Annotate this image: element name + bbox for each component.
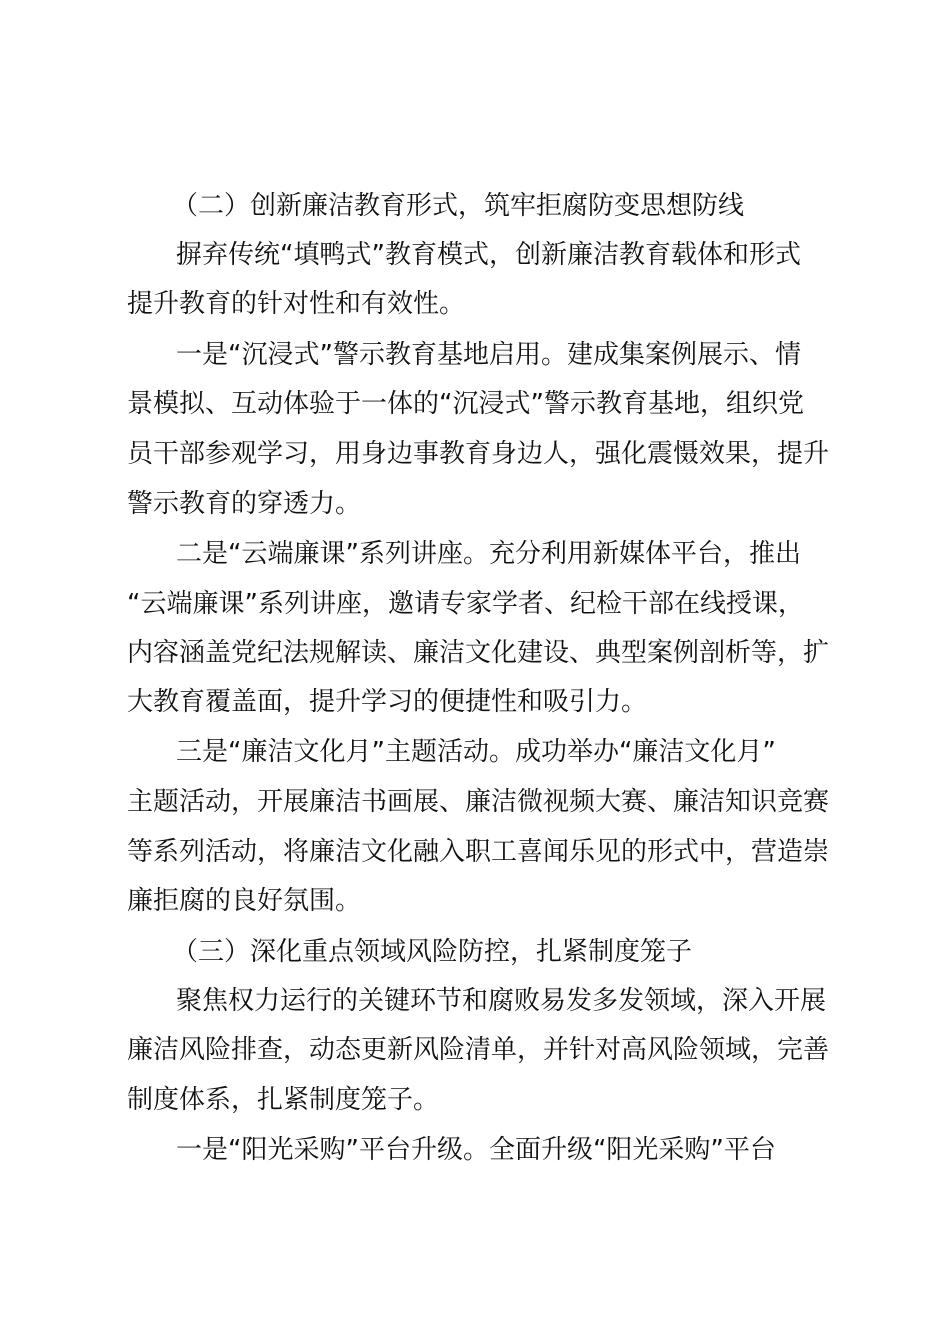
paragraph-line: 三是“廉洁文化月”主题活动。成功举办“廉洁文化月” bbox=[176, 737, 776, 767]
paragraph-line: 廉拒腐的良好氛围。 bbox=[127, 886, 362, 916]
section-heading-2: （二）创新廉洁教育形式，筑牢拒腐防变思想防线 bbox=[172, 191, 745, 221]
paragraph-line: 提升教育的针对性和有效性。 bbox=[127, 289, 466, 319]
paragraph-line: 制度体系，扎紧制度笼子。 bbox=[127, 1085, 440, 1115]
paragraph-line: 摒弃传统“填鸭式”教育模式，创新廉洁教育载体和形式 bbox=[176, 240, 801, 270]
paragraph-line: 一是“阳光采购”平台升级。全面升级“阳光采购”平台 bbox=[176, 1135, 776, 1165]
paragraph-line: 大教育覆盖面，提升学习的便捷性和吸引力。 bbox=[127, 687, 648, 717]
paragraph-line: 内容涵盖党纪法规解读、廉洁文化建设、典型案例剖析等，扩 bbox=[127, 638, 830, 668]
paragraph-line: 警示教育的穿透力。 bbox=[127, 489, 362, 519]
paragraph-line: 景模拟、互动体验于一体的“沉浸式”警示教育基地，组织党 bbox=[127, 389, 804, 419]
paragraph-line: 二是“云端廉课”系列讲座。充分利用新媒体平台，推出 bbox=[176, 539, 801, 569]
paragraph-line: “云端廉课”系列讲座，邀请专家学者、纪检干部在线授课， bbox=[127, 589, 804, 619]
paragraph-line: 员干部参观学习，用身边事教育身边人，强化震慑效果，提升 bbox=[127, 439, 830, 469]
paragraph-line: 聚焦权力运行的关键环节和腐败易发多发领域，深入开展 bbox=[176, 986, 827, 1016]
paragraph-line: 廉洁风险排查，动态更新风险清单，并针对高风险领域，完善 bbox=[127, 1035, 830, 1065]
paragraph-line: 等系列活动，将廉洁文化融入职工喜闻乐见的形式中，营造崇 bbox=[127, 837, 830, 867]
paragraph-line: 主题活动，开展廉洁书画展、廉洁微视频大赛、廉洁知识竞赛 bbox=[127, 787, 830, 817]
section-heading-3: （三）深化重点领域风险防控，扎紧制度笼子 bbox=[172, 937, 693, 967]
paragraph-line: 一是“沉浸式”警示教育基地启用。建成集案例展示、情 bbox=[176, 340, 801, 370]
